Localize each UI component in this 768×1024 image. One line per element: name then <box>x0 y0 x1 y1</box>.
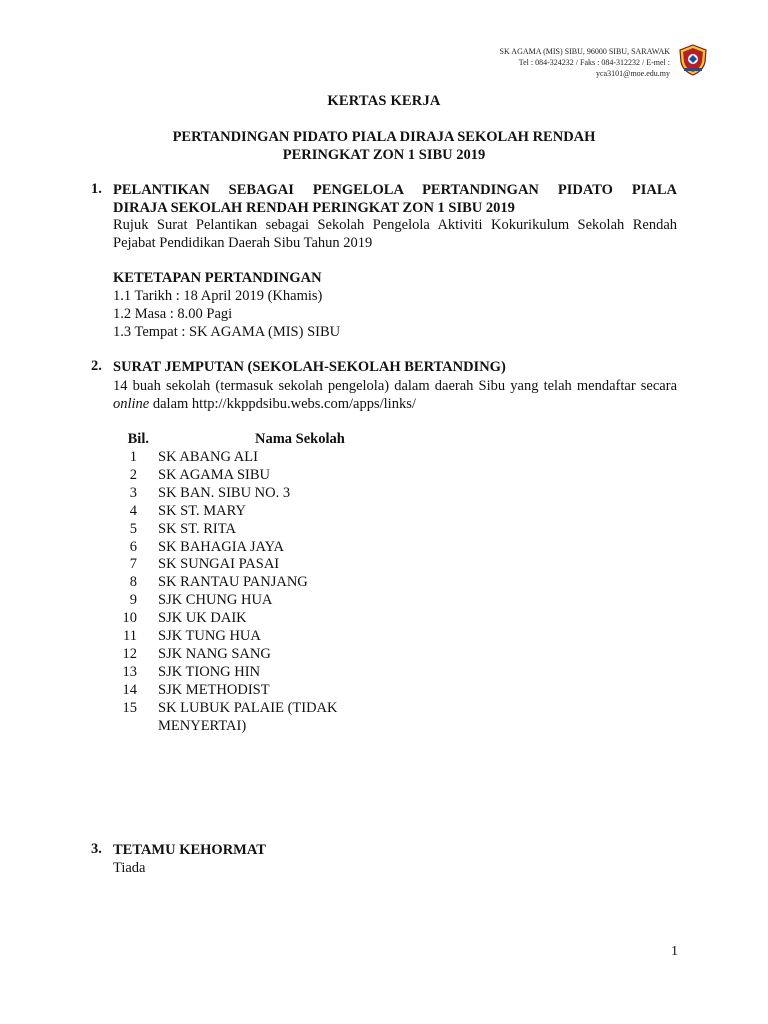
school-name: SK AGAMA SIBU <box>158 466 270 483</box>
table-row <box>113 467 413 485</box>
school-number: 10 <box>122 610 137 627</box>
school-number: 12 <box>122 645 137 662</box>
school-name: SK BAN. SIBU NO. 3 <box>158 484 291 501</box>
document-title: KERTAS KERJA <box>327 93 441 109</box>
school-number: 1 <box>129 449 137 465</box>
school-number: 7 <box>129 556 137 573</box>
section-1-body-line-2: Pejabat Pendidikan Daerah Sibu Tahun 2019 <box>113 235 373 251</box>
school-name: SK ST. MARY <box>158 502 246 519</box>
table-row <box>113 556 413 574</box>
name-column-header: Nama Sekolah <box>255 431 345 447</box>
header-contact-line: Tel : 084-324232 / Faks : 084-312232 / E-mel : <box>518 58 670 67</box>
table-row <box>113 574 413 592</box>
section-2-number: 2. <box>91 358 102 374</box>
school-crest-icon <box>678 44 708 76</box>
rules-list <box>113 287 677 341</box>
section-2-body <box>113 377 677 413</box>
rules-heading: KETETAPAN PERTANDINGAN <box>113 270 322 286</box>
section-1-body-line-1: Rujuk Surat Pelantikan sebagai Sekolah Pengelola Aktiviti Kokurikulum Sekolah Rendah <box>113 217 677 233</box>
table-row <box>113 485 413 503</box>
section-2-body-line-1: 14 buah sekolah (termasuk sekolah pengelola) dalam daerah Sibu yang telah mendaftar secara <box>113 378 677 394</box>
subtitle-line-2: PERINGKAT ZON 1 SIBU 2019 <box>282 147 486 163</box>
school-number: 5 <box>129 520 137 537</box>
section-1-body <box>113 216 677 252</box>
school-number: 9 <box>129 592 137 609</box>
section-2-body-line-2 <box>113 395 677 413</box>
bil-column-header: Bil. <box>127 431 149 447</box>
school-name: SK RANTAU PANJANG <box>158 574 308 591</box>
school-name: SJK TIONG HIN <box>158 663 261 680</box>
section-1-number: 1. <box>91 181 102 197</box>
school-number: 14 <box>122 681 137 698</box>
section-1-heading-line-2: DIRAJA SEKOLAH RENDAH PERINGKAT ZON 1 SIBU 2019 <box>113 200 515 216</box>
school-address-header <box>410 46 670 79</box>
school-table-header <box>113 431 413 449</box>
rule-date: 1.1 Tarikh : 18 April 2019 (Khamis) <box>113 288 323 304</box>
table-row <box>113 610 413 628</box>
section-1-heading-line-1: PELANTIKAN SEBAGAI PENGELOLA PERTANDINGAN PIDATO PIALA <box>113 182 677 198</box>
school-number: 8 <box>129 574 137 591</box>
section-1-heading <box>113 181 677 217</box>
table-row <box>113 592 413 610</box>
online-italic-text: online <box>113 396 150 412</box>
registration-link-text: dalam http://kkppdsibu.webs.com/apps/links/ <box>149 396 416 412</box>
school-name: SJK METHODIST <box>158 681 270 698</box>
school-name: SK BAHAGIA JAYA <box>158 538 284 555</box>
school-name: SJK NANG SANG <box>158 645 271 662</box>
section-3-heading: TETAMU KEHORMAT <box>113 842 266 858</box>
school-name: SK ST. RITA <box>158 520 236 537</box>
table-row <box>113 539 413 557</box>
school-name: SJK UK DAIK <box>158 610 247 627</box>
table-row <box>113 682 413 700</box>
rule-venue: 1.3 Tempat : SK AGAMA (MIS) SIBU <box>113 324 341 340</box>
header-address-line: SK AGAMA (MIS) SIBU, 96000 SIBU, SARAWAK <box>499 47 670 56</box>
document-subtitle <box>0 128 768 164</box>
school-table-body <box>113 449 413 736</box>
rule-time: 1.2 Masa : 8.00 Pagi <box>113 306 233 322</box>
table-row <box>113 503 413 521</box>
school-number: 4 <box>129 502 137 519</box>
table-row <box>113 521 413 539</box>
school-number: 11 <box>123 628 137 645</box>
table-row <box>113 664 413 682</box>
school-table <box>113 431 413 736</box>
subtitle-line-1: PERTANDINGAN PIDATO PIALA DIRAJA SEKOLAH RENDAH <box>172 129 596 145</box>
school-number: 3 <box>129 484 137 501</box>
table-row <box>113 700 413 736</box>
section-3-body: Tiada <box>113 860 146 876</box>
header-email-line: yca3101@moe.edu.my <box>595 69 670 78</box>
school-name: SJK TUNG HUA <box>158 628 261 645</box>
school-name: SJK CHUNG HUA <box>158 592 273 609</box>
school-name: SK LUBUK PALAIE (TIDAK MENYERTAI) <box>158 699 338 734</box>
section-2-heading: SURAT JEMPUTAN (SEKOLAH-SEKOLAH BERTANDING) <box>113 359 506 375</box>
page-number: 1 <box>671 944 678 959</box>
school-number: 13 <box>122 663 137 680</box>
school-number: 6 <box>129 538 137 555</box>
table-row <box>113 449 413 467</box>
table-row <box>113 646 413 664</box>
school-number: 2 <box>129 466 137 483</box>
school-name: SK SUNGAI PASAI <box>158 556 280 573</box>
school-name: SK ABANG ALI <box>158 449 258 465</box>
table-row <box>113 628 413 646</box>
school-number: 15 <box>122 699 137 716</box>
section-3-number: 3. <box>91 841 102 857</box>
